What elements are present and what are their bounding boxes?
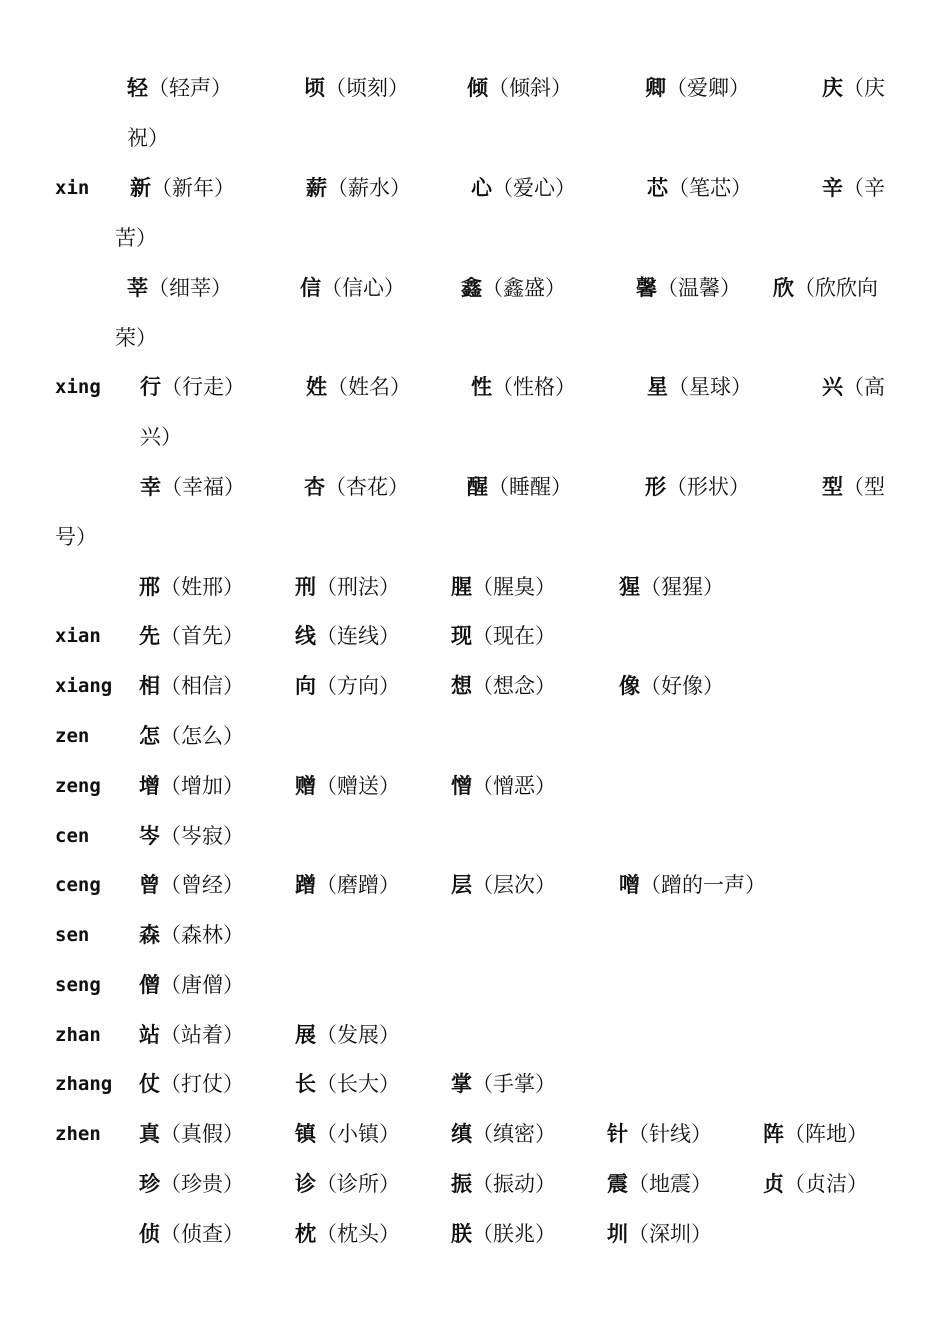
- character-entry: [300, 263, 405, 313]
- character-entry: [140, 462, 245, 512]
- character: 腥: [451, 575, 472, 599]
- character: 赠: [295, 774, 316, 798]
- example-word: （好像）: [640, 674, 724, 698]
- example-word: （姓邢）: [160, 575, 244, 599]
- character: 圳: [607, 1222, 628, 1246]
- character: 邢: [139, 575, 160, 599]
- pinyin-label: xing: [55, 376, 101, 398]
- list-row: [0, 1159, 950, 1209]
- character-entry: [295, 1209, 400, 1259]
- character-entry: [139, 910, 244, 960]
- example-word: （爱心）: [492, 176, 576, 200]
- character-entry: [306, 362, 411, 412]
- example-word: （增加）: [160, 774, 244, 798]
- example-word: （相信）: [160, 674, 244, 698]
- character-entry: [763, 1159, 868, 1209]
- character-entry: [304, 63, 409, 113]
- character: 先: [139, 624, 160, 648]
- character: 行: [140, 375, 161, 399]
- list-row: [0, 263, 950, 313]
- example-word: （方向）: [316, 674, 400, 698]
- character: 型: [822, 475, 843, 499]
- character-entry: [607, 1159, 712, 1209]
- character: 馨: [636, 276, 657, 300]
- example-word: （小镇）: [316, 1122, 400, 1146]
- example-word: （细莘）: [148, 276, 232, 300]
- list-row: [0, 711, 950, 761]
- pinyin-label: zhen: [55, 1123, 101, 1145]
- example-word: （磨蹭）: [316, 873, 400, 897]
- character: 憎: [451, 774, 472, 798]
- example-word: （温馨）: [657, 276, 741, 300]
- character-entry: [451, 1109, 556, 1159]
- character: 真: [139, 1122, 160, 1146]
- wrapped-line: [0, 512, 950, 562]
- example-word: （岑寂）: [160, 824, 244, 848]
- character-entry: [139, 811, 244, 861]
- character-entry: [451, 661, 556, 711]
- example-word: （现在）: [472, 624, 556, 648]
- example-word: （鑫盛）: [482, 276, 566, 300]
- example-word: （行走）: [161, 375, 245, 399]
- character-entry: [451, 1209, 556, 1259]
- example-word: （薪水）: [327, 176, 411, 200]
- character: 震: [607, 1172, 628, 1196]
- character: 诊: [295, 1172, 316, 1196]
- example-word: （手掌）: [472, 1072, 556, 1096]
- character: 星: [647, 375, 668, 399]
- list-row: [0, 1010, 950, 1060]
- character-entry: [139, 711, 244, 761]
- example-word: （森林）: [160, 923, 244, 947]
- list-row: [0, 63, 950, 113]
- list-row: [0, 1209, 950, 1259]
- character: 怎: [139, 724, 160, 748]
- wrapped-text: 苦）: [115, 226, 157, 250]
- character-entry: [822, 462, 885, 512]
- character-entry: [139, 761, 244, 811]
- example-word: （蹭的一声）: [640, 873, 766, 897]
- pinyin-label: sen: [55, 924, 90, 946]
- character: 庆: [822, 76, 843, 100]
- example-word: （杏花）: [325, 475, 409, 499]
- character: 阵: [763, 1122, 784, 1146]
- character-entry: [451, 611, 556, 661]
- character: 猩: [619, 575, 640, 599]
- character-entry: [647, 163, 752, 213]
- example-word: （倾斜）: [488, 76, 572, 100]
- character-entry: [304, 462, 409, 512]
- character: 曾: [139, 873, 160, 897]
- example-word: （想念）: [472, 674, 556, 698]
- character: 森: [139, 923, 160, 947]
- list-row: [0, 562, 950, 612]
- example-word: （曾经）: [160, 873, 244, 897]
- list-row: [0, 462, 950, 512]
- wrapped-line: [0, 412, 950, 462]
- example-word: （层次）: [472, 873, 556, 897]
- wrapped-line: [0, 213, 950, 263]
- character: 掌: [451, 1072, 472, 1096]
- example-word: （轻声）: [148, 76, 232, 100]
- list-row: [0, 811, 950, 861]
- character: 新: [130, 176, 151, 200]
- list-row: [0, 860, 950, 910]
- character: 幸: [140, 475, 161, 499]
- example-word: （贞洁）: [784, 1172, 868, 1196]
- character-entry: [295, 1109, 400, 1159]
- example-word: （连线）: [316, 624, 400, 648]
- character-entry: [139, 1109, 244, 1159]
- character-entry: [451, 1059, 556, 1109]
- example-word: （爱卿）: [666, 76, 750, 100]
- character-entry: [645, 63, 750, 113]
- example-word: （长大）: [316, 1072, 400, 1096]
- character: 层: [451, 873, 472, 897]
- example-word: （怎么）: [160, 724, 244, 748]
- character-entry: [139, 661, 244, 711]
- character: 线: [295, 624, 316, 648]
- character-entry: [471, 163, 576, 213]
- character-entry: [306, 163, 411, 213]
- pinyin-label: seng: [55, 974, 101, 996]
- wrapped-text: 兴）: [140, 425, 182, 449]
- character: 岑: [139, 824, 160, 848]
- character-entry: [619, 860, 766, 910]
- character: 朕: [451, 1222, 472, 1246]
- example-word: （朕兆）: [472, 1222, 556, 1246]
- character-entry: [127, 263, 232, 313]
- character-entry: [139, 1159, 244, 1209]
- character-entry: [773, 263, 878, 313]
- character: 刑: [295, 575, 316, 599]
- example-word: （诊所）: [316, 1172, 400, 1196]
- example-word: （形状）: [666, 475, 750, 499]
- example-word: （笔芯）: [668, 176, 752, 200]
- list-row: [0, 910, 950, 960]
- character: 轻: [127, 76, 148, 100]
- character: 信: [300, 276, 321, 300]
- example-word: （庆: [843, 76, 885, 100]
- character-entry: [471, 362, 576, 412]
- example-word: （地震）: [628, 1172, 712, 1196]
- example-word: （缜密）: [472, 1122, 556, 1146]
- example-word: （阵地）: [784, 1122, 868, 1146]
- character: 醒: [467, 475, 488, 499]
- character: 振: [451, 1172, 472, 1196]
- character: 僧: [139, 973, 160, 997]
- wrapped-text: 荣）: [115, 326, 157, 350]
- character: 蹭: [295, 873, 316, 897]
- character-entry: [295, 562, 400, 612]
- character: 珍: [139, 1172, 160, 1196]
- example-word: （高: [843, 375, 885, 399]
- example-word: （型: [843, 475, 885, 499]
- character: 芯: [647, 176, 668, 200]
- example-word: （憎恶）: [472, 774, 556, 798]
- character: 形: [645, 475, 666, 499]
- character: 镇: [295, 1122, 316, 1146]
- example-word: （枕头）: [316, 1222, 400, 1246]
- character: 欣: [773, 276, 794, 300]
- character: 展: [295, 1023, 316, 1047]
- wrapped-text: 号）: [55, 525, 97, 549]
- list-row: [0, 1109, 950, 1159]
- character-entry: [645, 462, 750, 512]
- example-word: （针线）: [628, 1122, 712, 1146]
- character: 性: [471, 375, 492, 399]
- character-entry: [647, 362, 752, 412]
- character: 卿: [645, 76, 666, 100]
- character-entry: [451, 1159, 556, 1209]
- example-word: （真假）: [160, 1122, 244, 1146]
- character: 兴: [822, 375, 843, 399]
- character-entry: [467, 63, 572, 113]
- example-word: （顷刻）: [325, 76, 409, 100]
- list-row: [0, 1059, 950, 1109]
- pinyin-label: xiang: [55, 675, 113, 697]
- example-word: （赠送）: [316, 774, 400, 798]
- example-word: （站着）: [160, 1023, 244, 1047]
- example-word: （性格）: [492, 375, 576, 399]
- character: 现: [451, 624, 472, 648]
- pinyin-label: zhang: [55, 1073, 113, 1095]
- character: 杏: [304, 475, 325, 499]
- list-row: [0, 362, 950, 412]
- example-word: （深圳）: [628, 1222, 712, 1246]
- example-word: （打仗）: [160, 1072, 244, 1096]
- example-word: （珍贵）: [160, 1172, 244, 1196]
- pinyin-label: cen: [55, 825, 90, 847]
- wrapped-line: [0, 113, 950, 163]
- character: 相: [139, 674, 160, 698]
- character-entry: [295, 1059, 400, 1109]
- character-entry: [139, 1059, 244, 1109]
- character-entry: [822, 362, 885, 412]
- character-entry: [295, 1159, 400, 1209]
- wrapped-text: 祝）: [127, 126, 169, 150]
- character-entry: [139, 960, 244, 1010]
- character-entry: [139, 860, 244, 910]
- character: 向: [295, 674, 316, 698]
- character-entry: [619, 661, 724, 711]
- character-entry: [822, 63, 885, 113]
- character: 莘: [127, 276, 148, 300]
- pinyin-label: zhan: [55, 1024, 101, 1046]
- character-entry: [295, 860, 400, 910]
- character: 贞: [763, 1172, 784, 1196]
- character-entry: [607, 1209, 712, 1259]
- pinyin-label: ceng: [55, 874, 101, 896]
- list-row: [0, 611, 950, 661]
- character-entry: [763, 1109, 868, 1159]
- list-row: [0, 960, 950, 1010]
- character-entry: [461, 263, 566, 313]
- character: 顷: [304, 76, 325, 100]
- character: 像: [619, 674, 640, 698]
- character-entry: [607, 1109, 712, 1159]
- character: 长: [295, 1072, 316, 1096]
- character: 站: [139, 1023, 160, 1047]
- character-entry: [295, 661, 400, 711]
- character-entry: [130, 163, 235, 213]
- list-row: [0, 163, 950, 213]
- character: 鑫: [461, 276, 482, 300]
- character-entry: [636, 263, 741, 313]
- example-word: （欣欣向: [794, 276, 878, 300]
- character-entry: [139, 1209, 244, 1259]
- example-word: （新年）: [151, 176, 235, 200]
- example-word: （侦查）: [160, 1222, 244, 1246]
- pinyin-label: zen: [55, 725, 90, 747]
- character-entry: [451, 860, 556, 910]
- character-entry: [295, 1010, 400, 1060]
- example-word: （睡醒）: [488, 475, 572, 499]
- character: 倾: [467, 76, 488, 100]
- list-row: [0, 661, 950, 711]
- example-word: （星球）: [668, 375, 752, 399]
- pinyin-label: zeng: [55, 775, 101, 797]
- character-entry: [295, 761, 400, 811]
- character-entry: [140, 362, 245, 412]
- example-word: （发展）: [316, 1023, 400, 1047]
- list-row: [0, 761, 950, 811]
- character: 仗: [139, 1072, 160, 1096]
- character: 辛: [822, 176, 843, 200]
- character: 姓: [306, 375, 327, 399]
- example-word: （信心）: [321, 276, 405, 300]
- pinyin-label: xin: [55, 177, 90, 199]
- character-entry: [139, 611, 244, 661]
- character: 薪: [306, 176, 327, 200]
- example-word: （振动）: [472, 1172, 556, 1196]
- example-word: （腥臭）: [472, 575, 556, 599]
- character-entry: [127, 63, 232, 113]
- character: 想: [451, 674, 472, 698]
- example-word: （刑法）: [316, 575, 400, 599]
- example-word: （姓名）: [327, 375, 411, 399]
- wrapped-line: [0, 313, 950, 363]
- character: 针: [607, 1122, 628, 1146]
- example-word: （唐僧）: [160, 973, 244, 997]
- character: 枕: [295, 1222, 316, 1246]
- character-entry: [619, 562, 724, 612]
- example-word: （猩猩）: [640, 575, 724, 599]
- character-entry: [451, 562, 556, 612]
- character-entry: [467, 462, 572, 512]
- example-word: （辛: [843, 176, 885, 200]
- character-entry: [139, 1010, 244, 1060]
- character: 心: [471, 176, 492, 200]
- character-entry: [139, 562, 244, 612]
- character-entry: [295, 611, 400, 661]
- character: 增: [139, 774, 160, 798]
- character-entry: [822, 163, 885, 213]
- example-word: （首先）: [160, 624, 244, 648]
- example-word: （幸福）: [161, 475, 245, 499]
- character: 缜: [451, 1122, 472, 1146]
- character: 噌: [619, 873, 640, 897]
- character: 侦: [139, 1222, 160, 1246]
- character-entry: [451, 761, 556, 811]
- pinyin-label: xian: [55, 625, 101, 647]
